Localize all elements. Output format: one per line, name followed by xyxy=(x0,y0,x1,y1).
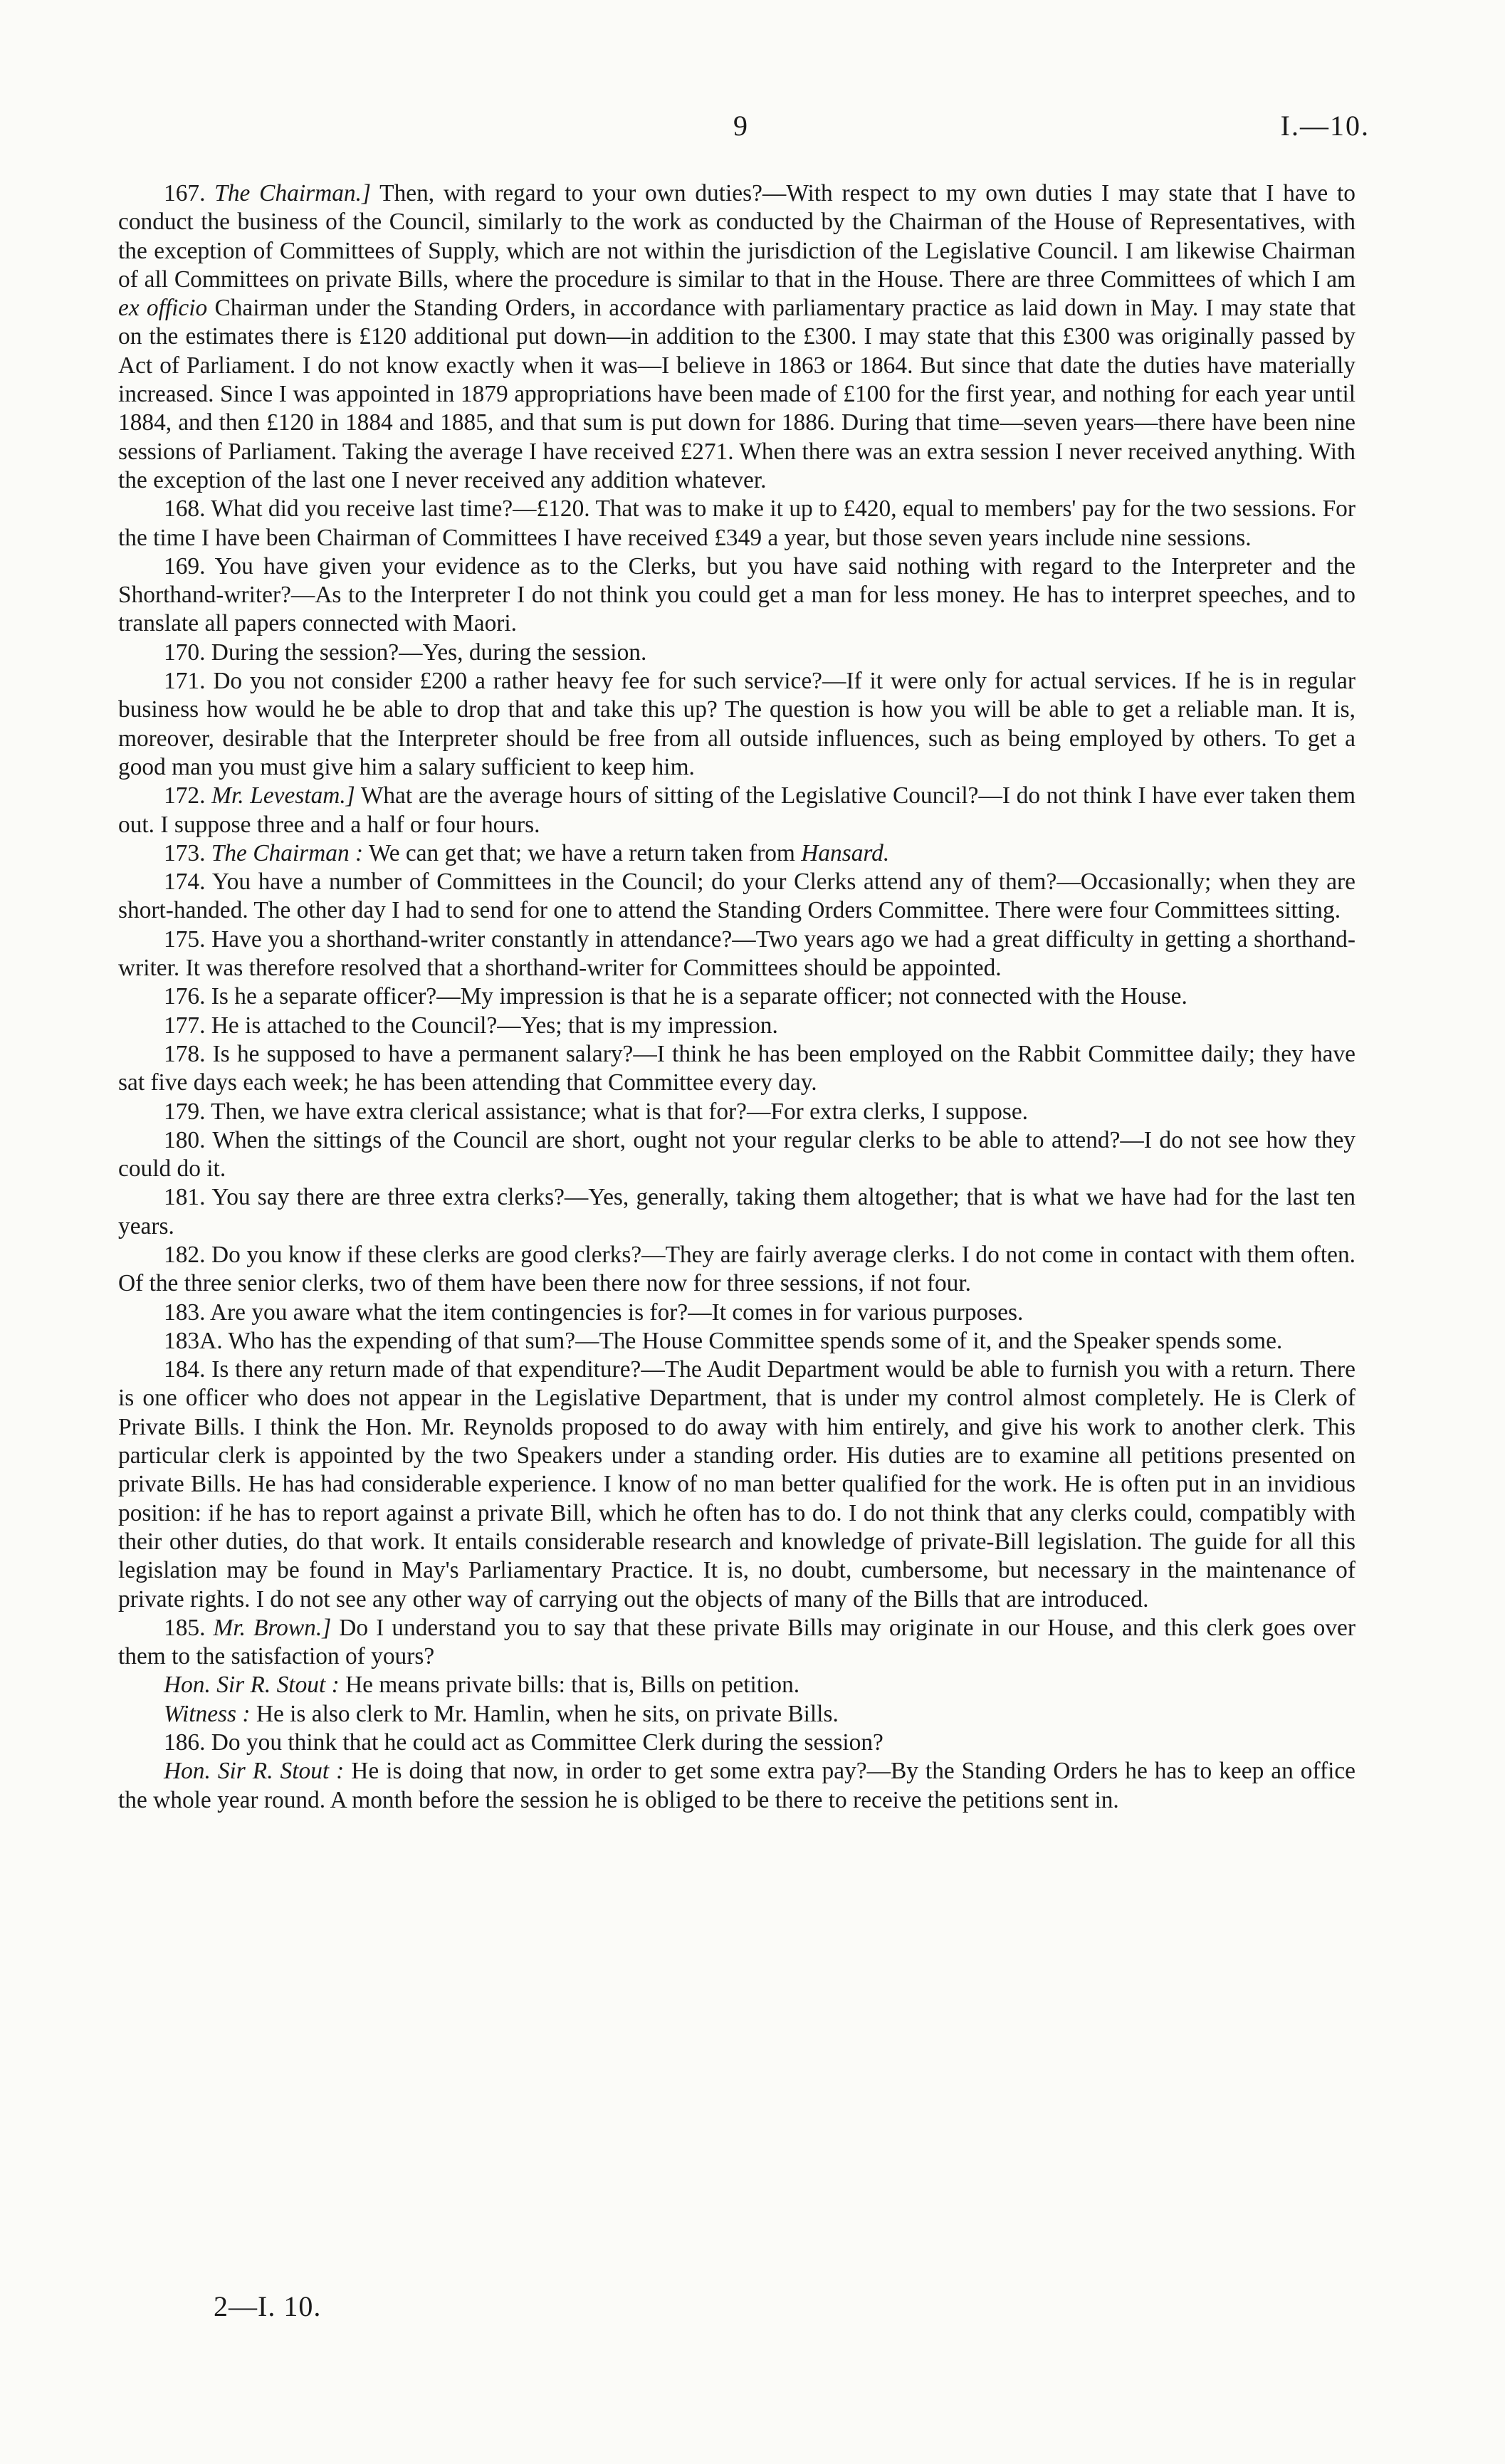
paragraph-text: Is he supposed to have a permanent salary?—I think he has been employed on the Rabbit Committee daily; they have sat five days each week; he has been attending that Committee every day. xyxy=(118,1040,1355,1096)
evidence-paragraph xyxy=(118,1012,1355,1040)
paragraph-text: Is he a separate officer?—My impression is that he is a separate officer; not connected with the House. xyxy=(211,983,1187,1010)
evidence-paragraph xyxy=(118,1729,1355,1757)
question-number: 168. xyxy=(164,496,206,523)
question-number: 167. xyxy=(164,180,206,206)
evidence-paragraph xyxy=(118,1356,1355,1614)
document-reference: I.—10. xyxy=(1280,110,1370,142)
paragraph-text: Do you know if these clerks are good clerks?—They are fairly average clerks. I do not come in contact with them often. Of the three senior clerks, two of them have been there now for three sessions, if not four. xyxy=(118,1241,1355,1297)
speaker-name: The Chairman.] xyxy=(214,180,371,206)
page-footer: 2—I. 10. xyxy=(214,2290,322,2322)
question-number: 174. xyxy=(164,869,206,896)
paragraph-text: You have a number of Committees in the Council; do your Clerks attend any of them?—Occasionally; when they are short-handed. The other day I had to send for one to attend the Standing Orders Committee. There were four Committees sitting. xyxy=(118,869,1355,924)
paragraph-text: Do I understand you to say that these private Bills may originate in our House, and this clerk goes over them to the satisfaction of yours? xyxy=(118,1614,1355,1670)
speaker-name: The Chairman : xyxy=(211,839,364,866)
question-number: 179. xyxy=(164,1098,206,1125)
evidence-paragraph xyxy=(118,667,1355,782)
evidence-paragraph xyxy=(118,982,1355,1011)
paragraph-text: What are the average hours of sitting of the Legislative Council?—I do not think I have ever taken them out. I suppose three and a half or four hours. xyxy=(118,782,1355,838)
evidence-paragraph xyxy=(118,1614,1355,1672)
question-number: 185. xyxy=(164,1614,206,1641)
evidence-paragraph xyxy=(118,926,1355,983)
question-number: 183. xyxy=(164,1299,206,1326)
paragraph-text: He is doing that now, in order to get some extra pay?—By the Standing Orders he has to keep an office the whole year round. A month before the session he is obliged to be there to receive the petitions sent in. xyxy=(118,1758,1356,1813)
italic-phrase: Hansard. xyxy=(801,839,890,866)
question-number: 184. xyxy=(164,1356,206,1383)
question-number: 182. xyxy=(164,1241,206,1268)
question-number: 175. xyxy=(164,926,206,953)
page-number: 9 xyxy=(733,110,748,142)
speaker-name: Mr. Levestam.] xyxy=(211,782,355,809)
question-number: 177. xyxy=(164,1012,206,1039)
evidence-paragraph xyxy=(118,1098,1355,1126)
paragraph-text: He means private bills: that is, Bills on petition. xyxy=(339,1672,800,1699)
evidence-paragraph xyxy=(118,495,1355,552)
question-number: 186. xyxy=(164,1729,206,1756)
question-number: 181. xyxy=(164,1184,206,1211)
paragraph-text: He is attached to the Council?—Yes; that is my impression. xyxy=(211,1012,778,1039)
paragraph-text: You have given your evidence as to the Clerks, but you have said nothing with regard to the Interpreter and the Shorthand-writer?—As to the Interpreter I do not think you could get a man for less money. He has to interpret speeches, and to translate all papers connected with Maori. xyxy=(118,552,1355,637)
paragraph-text: He is also clerk to Mr. Hamlin, when he sits, on private Bills. xyxy=(250,1700,839,1727)
evidence-paragraph xyxy=(118,868,1355,926)
speaker-name: Mr. Brown.] xyxy=(213,1614,332,1641)
evidence-paragraph xyxy=(118,1671,1355,1699)
evidence-paragraph xyxy=(118,179,1355,495)
evidence-paragraph xyxy=(118,782,1355,839)
question-number: 169. xyxy=(164,552,206,580)
question-number: 180. xyxy=(164,1126,206,1153)
evidence-paragraph xyxy=(118,1040,1355,1098)
question-number: 173. xyxy=(164,839,206,866)
speaker-name: Witness : xyxy=(164,1700,251,1727)
paragraph-text: Do you think that he could act as Committee Clerk during the session? xyxy=(211,1729,883,1756)
paragraph-text: Then, with regard to your own duties?—With respect to my own duties I may state that I have to conduct the business of the Council, similarly to the work as conducted by the Chairman of the House of Representatives, with the exception of Committees of Supply, which are not within the jurisdiction of the Legislative Council. I am likewise Chairman of all Committees on private Bills, where the procedure is similar to that in the House. There are three Committees of which I am xyxy=(118,180,1355,293)
paragraph-text: Is there any return made of that expenditure?—The Audit Department would be able to furnish you with a return. There is one officer who does not appear in the Legislative Department, that is under my control almost completely. He is Clerk of Private Bills. I think the Hon. Mr. Reynolds proposed to do away with him entirely, and give his work to another clerk. This particular clerk is appointed by the two Speakers under a standing order. His duties are to examine all petitions presented on private Bills. He has had considerable experience. I know of no man better qualified for the work. He is often put in an invidious position: if he has to report against a private Bill, which he often has to do. I do not think that any clerks could, compatibly with their other duties, do that work. It entails considerable research and knowledge of private-Bill legislation. The guide for all this legislation may be found in May's Parliamentary Practice. It is, no doubt, cumbersome, but necessary in the maintenance of private rights. I do not see any other way of carrying out the objects of many of the Bills that are introduced. xyxy=(118,1356,1355,1613)
evidence-paragraph xyxy=(118,1327,1355,1356)
speaker-name: Hon. Sir R. Stout : xyxy=(164,1758,345,1785)
speaker-name: Hon. Sir R. Stout : xyxy=(164,1672,340,1699)
paragraph-text: You say there are three extra clerks?—Yes, generally, taking them altogether; that is what we have had for the last ten years. xyxy=(118,1184,1355,1239)
paragraph-text: Then, we have extra clerical assistance; what is that for?—For extra clerks, I suppose. xyxy=(211,1098,1029,1125)
paragraph-text: What did you receive last time?—£120. That was to make it up to £420, equal to members' pay for the two sessions. For the time I have been Chairman of Committees I have received £349 a year, but those seven years include nine sessions. xyxy=(118,496,1355,551)
paragraph-text: Have you a shorthand-writer constantly in attendance?—Two years ago we had a great difficulty in getting a shorthand-writer. It was therefore resolved that a shorthand-writer for Committees should be appointed. xyxy=(118,926,1355,982)
evidence-paragraph xyxy=(118,1299,1355,1327)
question-number: 171. xyxy=(164,668,206,695)
evidence-paragraph xyxy=(118,639,1355,667)
evidence-paragraph xyxy=(118,839,1355,868)
document-body xyxy=(118,179,1355,1815)
question-number: 183A. xyxy=(164,1327,223,1354)
question-number: 176. xyxy=(164,983,206,1010)
paragraph-text: During the session?—Yes, during the session. xyxy=(211,639,647,666)
paragraph-text: Who has the expending of that sum?—The House Committee spends some of it, and the Speaker spends some. xyxy=(228,1327,1283,1354)
paragraph-text: We can get that; we have a return taken from xyxy=(363,839,802,866)
evidence-paragraph xyxy=(118,1241,1355,1299)
evidence-paragraph xyxy=(118,1183,1355,1241)
question-number: 170. xyxy=(164,639,206,666)
evidence-paragraph xyxy=(118,1126,1355,1184)
paragraph-text: When the sittings of the Council are short, ought not your regular clerks to be able to attend?—I do not see how they could do it. xyxy=(118,1126,1356,1183)
question-number: 178. xyxy=(164,1040,206,1067)
paragraph-text-continued: Chairman under the Standing Orders, in accordance with parliamentary practice as laid down in May. I may state that on the estimates there is £120 additional put down—in addition to the £300. I may state that this £300 was originally passed by Act of Parliament. I do not know exactly when it was—I believe in 1863 or 1864. But since that date the duties have materially increased. Since I was appointed in 1879 appropriations have been made of £100 for the first year, and nothing for each year until 1884, and then £120 in 1884 and 1885, and that sum is put down for 1886. During that time—seven years—there have been nine sessions of Parliament. Taking the average I have received £271. When there was an extra session I never received anything. With the exception of the last one I never received any addition whatever. xyxy=(118,295,1355,493)
page-header xyxy=(0,108,1505,151)
question-number: 172. xyxy=(164,782,206,809)
evidence-paragraph xyxy=(118,552,1355,639)
evidence-paragraph xyxy=(118,1700,1355,1729)
paragraph-text: Do you not consider £200 a rather heavy fee for such service?—If it were only for actual services. If he is in regular business how would he be able to drop that and take this up? The question is how you will be able to get a reliable man. It is, moreover, desirable that the Interpreter should be free from all outside influences, such as being employed by others. To get a good man you must give him a salary sufficient to keep him. xyxy=(118,668,1355,780)
evidence-paragraph xyxy=(118,1757,1355,1815)
paragraph-text: Are you aware what the item contingencies is for?—It comes in for various purposes. xyxy=(209,1299,1024,1326)
italic-phrase: ex officio xyxy=(118,295,208,322)
